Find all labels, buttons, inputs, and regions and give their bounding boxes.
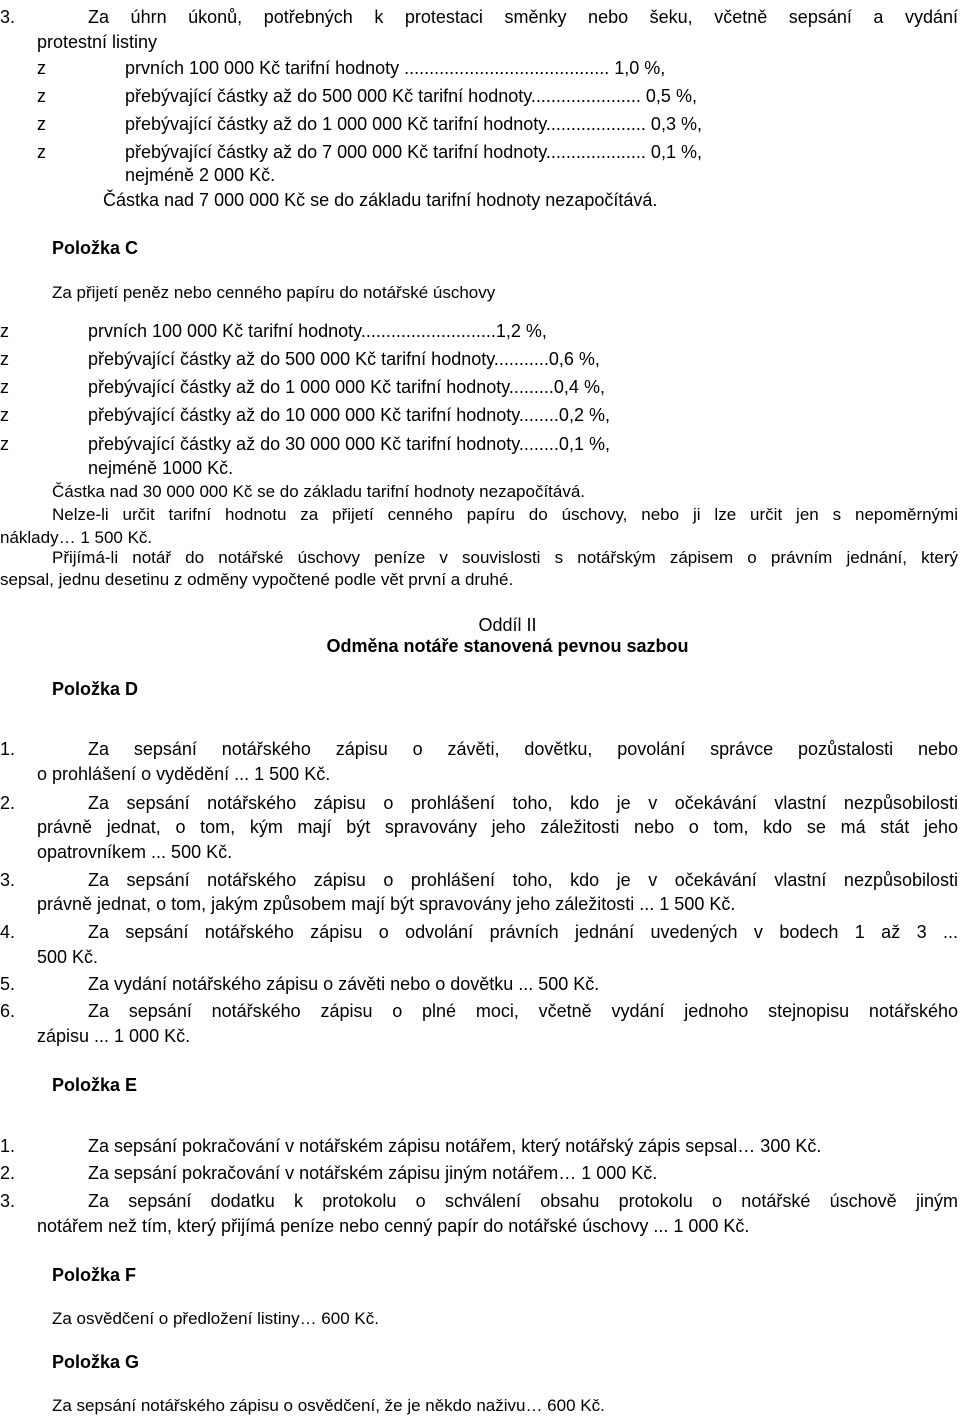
section-title-polozka-e: Položka E xyxy=(52,1075,138,1095)
fee-item: Za sepsání notářského zápisu o prohlášení toho, kdo je v očekávání vlastní nezpůsobilosti xyxy=(88,870,958,890)
fee-item: Za sepsání notářského zápisu o odvolání právních jednání uvedených v bodech 1 až 3 ... xyxy=(88,922,958,942)
fee-item: Za sepsání dodatku k protokolu o schválení obsahu protokolu o notářské úschově jiným xyxy=(88,1191,958,1211)
paragraph: Přijímá-li notář do notářské úschovy peníze v souvislosti s notářským zápisem o právním jednání, který xyxy=(52,548,958,567)
item-number: 6. xyxy=(0,1001,16,1021)
fee-item-cont: opatrovníkem ... 500 Kč. xyxy=(37,842,233,862)
item-number: 3. xyxy=(0,870,16,890)
fee-item: Za sepsání notářského zápisu o plné moci, včetně vydání jednoho stejnopisu notářského xyxy=(88,1001,958,1021)
section-subtitle: Za přijetí peněz nebo cenného papíru do notářské úschovy xyxy=(52,283,496,302)
minimum-fee: nejméně 1000 Kč. xyxy=(88,458,234,478)
rate-prefix: z xyxy=(0,434,9,454)
division-title: Oddíl II xyxy=(478,615,537,635)
item-number: 5. xyxy=(0,974,16,994)
rate-line: přebývající částky až do 10 000 000 Kč tarifní hodnoty........0,2 %, xyxy=(88,405,610,425)
rate-prefix: z xyxy=(37,142,46,162)
fee-item-cont: o prohlášení o vydědění ... 1 500 Kč. xyxy=(37,764,331,784)
note: Částka nad 30 000 000 Kč se do základu tarifní hodnoty nezapočítává. xyxy=(52,482,586,501)
item-heading-cont: protestní listiny xyxy=(37,32,158,52)
item-heading: Za úhrn úkonů, potřebných k protestaci směnky nebo šeku, včetně sepsání a vydání xyxy=(88,7,958,27)
fee-item: Za sepsání pokračování v notářském zápisu jiným notářem… 1 000 Kč. xyxy=(88,1163,658,1183)
item-number: 1. xyxy=(0,1136,16,1156)
fee-item-cont: zápisu ... 1 000 Kč. xyxy=(37,1026,191,1046)
paragraph-cont: náklady… 1 500 Kč. xyxy=(0,528,153,547)
note: Částka nad 7 000 000 Kč se do základu tarifní hodnoty nezapočítává. xyxy=(103,190,658,210)
rate-line: prvních 100 000 Kč tarifní hodnoty ......................................... 1,0 %, xyxy=(125,58,666,78)
paragraph-cont: sepsal, jednu desetinu z odměny vypočtené podle vět první a druhé. xyxy=(0,570,514,589)
item-number: 3. xyxy=(0,7,16,27)
item-number: 2. xyxy=(0,1163,16,1183)
rate-prefix: z xyxy=(0,349,9,369)
fee-item-cont: právně jednat, o tom, kým mají být spravovány jeho záležitosti nebo o tom, kdo se má stát jeho xyxy=(37,817,958,837)
section-title-polozka-f: Položka F xyxy=(52,1265,137,1285)
rate-line: přebývající částky až do 7 000 000 Kč tarifní hodnoty.................... 0,1 %, xyxy=(125,142,702,162)
fee-item-cont: právně jednat, o tom, jakým způsobem mají být spravovány jeho záležitosti ... 1 500 Kč. xyxy=(37,894,736,914)
fee-item: Za sepsání notářského zápisu o osvědčení, že je někdo naživu… 600 Kč. xyxy=(52,1396,605,1415)
rate-prefix: z xyxy=(0,405,9,425)
fee-item: Za sepsání notářského zápisu o závěti, dovětku, povolání správce pozůstalosti nebo xyxy=(88,739,958,759)
item-number: 1. xyxy=(0,739,16,759)
rate-line: přebývající částky až do 1 000 000 Kč tarifní hodnoty.........0,4 %, xyxy=(88,377,605,397)
rate-line: přebývající částky až do 30 000 000 Kč tarifní hodnoty........0,1 %, xyxy=(88,434,610,454)
rate-line: přebývající částky až do 500 000 Kč tarifní hodnoty...................... 0,5 %, xyxy=(125,86,697,106)
fee-item: Za sepsání notářského zápisu o prohlášení toho, kdo je v očekávání vlastní nezpůsobilosti xyxy=(88,793,958,813)
section-title-polozka-c: Položka C xyxy=(52,238,139,258)
fee-item: Za osvědčení o předložení listiny… 600 Kč. xyxy=(52,1309,379,1328)
rate-prefix: z xyxy=(37,58,46,78)
fee-item: Za sepsání pokračování v notářském zápisu notářem, který notářský zápis sepsal… 300 Kč. xyxy=(88,1136,822,1156)
rate-prefix: z xyxy=(37,86,46,106)
rate-line: prvních 100 000 Kč tarifní hodnoty...........................1,2 %, xyxy=(88,321,547,341)
paragraph: Nelze-li určit tarifní hodnotu za přijetí cenného papíru do úschovy, nebo ji lze určit jen s nepoměrnými xyxy=(52,505,958,524)
rate-prefix: z xyxy=(37,114,46,134)
section-title-polozka-g: Položka G xyxy=(52,1352,140,1372)
rate-line: přebývající částky až do 1 000 000 Kč tarifní hodnoty.................... 0,3 %, xyxy=(125,114,702,134)
item-number: 2. xyxy=(0,793,16,813)
rate-prefix: z xyxy=(0,321,9,341)
rate-line: přebývající částky až do 500 000 Kč tarifní hodnoty...........0,6 %, xyxy=(88,349,600,369)
fee-item-cont: 500 Kč. xyxy=(37,947,99,967)
item-number: 3. xyxy=(0,1191,16,1211)
minimum-fee: nejméně 2 000 Kč. xyxy=(125,165,276,185)
division-subtitle: Odměna notáře stanovená pevnou sazbou xyxy=(326,636,689,656)
fee-item: Za vydání notářského zápisu o závěti nebo o dovětku ... 500 Kč. xyxy=(88,974,600,994)
fee-item-cont: notářem než tím, který přijímá peníze nebo cenný papír do notářské úschovy ... 1 000 Kč. xyxy=(37,1216,750,1236)
section-title-polozka-d: Položka D xyxy=(52,679,139,699)
item-number: 4. xyxy=(0,922,16,942)
rate-prefix: z xyxy=(0,377,9,397)
